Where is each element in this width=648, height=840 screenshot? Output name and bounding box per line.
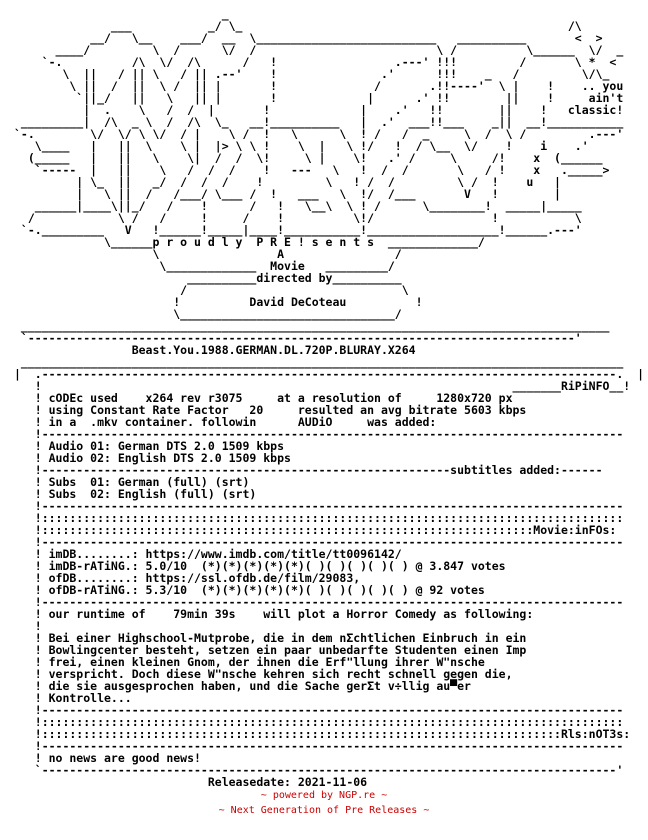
footer [0, 788, 648, 818]
footer-powered-by: ~ powered by NGP.re ~ [260, 790, 388, 801]
nfo-ascii-art-document: _ ___ _/ \_ /\ __/ \__ ___/ __ \__________________________ __________ < > ____/ \ / \/ / \ / \______ \/ _ `-. /\ \/ /\ / ! .---' !!! / \ * < \ || / || \ / || .--' ! .' !!! _ / \/\_ \ || / || \ / || | ! / .!!----' \ | ! .. you `||_/ || \ || | ! | .' !! || ! ain't | . \ / / | ! | .' !! || ! classic! _________| /\ _ \ / /\ \_ __!__________ | .' ___!!___ _|| __!___________ `-. \/ \/ \ \/ / | \ / ! \ \ ! / / _ \ / \ / .---' \____ | || \ \ | |> \ \ ! \ | \ !/ ! / \__ \/ ! i .' (_____ | || \ \| / / \! \ | \! .' / \ /! x (______ `----- | || \ / / / ! --- \ ! / / \ / ! x ._____> | \_ || _/ / / / ! \ ! / / \ / ! u | | \ || / /___/ \___ / ! ___ \ !/ /___ V ! | ______|____\||_/ / ! / ! \__\ \ ! / \________! _____|_____ / \ / / ! / ! \!/ ! \ `-._________ V !______!_____|____!___________!___________________!______.---' \______p r o u d l y P R E ! s e n t s _____________/ \ A / \_____________ Movie _________/ __________directed by__________ / \ ! David DeCoteau ! \_______________________________/ _____________________________________________________________________________________ `-------------------------------------------------------------------------------' Beast.You.1988.GERMAN.DL.720P.BLURAY.X264 _______________________________________________________________________________________ | .-----------------------------------------------------------------------------------. | ! _______RiPiNFO__! ! cODEc used x264 rev r3075 at a resolution of 1280x720 px ! using Constant Rate Factor 20 resulted an avg bitrate 5603 kbps ! in a .mkv container. followin AUDiO was added: !------------------------------------------------------------------------------------ ! Audio 01: German DTS 2.0 1509 kbps ! Audio 02: English DTS 2.0 1509 kbps !-----------------------------------------------------------subtitles added:------ ! Subs 01: German (full) (srt) ! Subs 02: English (full) (srt) !------------------------------------------------------------------------------------ !:::::::::::::::::::::::::::::::::::::::::::::::::::::::::::::::::::::::::::::::::::: !:::::::::::::::::::::::::::::::::::::::::::::::::::::::::::::::::::::::Movie:inFOs: !------------------------------------------------------------------------------------ ! imDB........: https://www.imdb.com/title/tt0096142/ ! imDB-rATiNG.: 5.0/10 (*)(*)(*)(*)(*)( )( )( )( )( ) @ 3.847 votes ! ofDB........: https://ssl.ofdb.de/film/29083, ! ofDB-rATiNG.: 5.3/10 (*)(*)(*)(*)(*)( )( )( )( )( ) @ 92 votes !------------------------------------------------------------------------------------ ! our runtime of 79min 39s will plot a Horror Comedy as following: ! ! Bei einer Highschool-Mutprobe, die in dem nΣchtlichen Einbruch in ein ! Bowlingcenter besteht, setzen ein paar unbedarfte Studenten einen Imp ! frei, einen kleinen Gnom, der ihnen die Erf"llung ihrer W"nsche ! verspricht. Doch diese W"nsche kehren sich recht schnell gegen die, ! die sie ausgesprochen haben, und die Sache gerΣt v÷llig au▀er ! Kontrolle... !------------------------------------------------------------------------------------ !:::::::::::::::::::::::::::::::::::::::::::::::::::::::::::::::::::::::::::::::::::: !:::::::::::::::::::::::::::::::::::::::::::::::::::::::::::::::::::::::::::Rls:nOT3s: !------------------------------------------------------------------------------------ ! no news are good news! `-----------------------------------------------------------------------------------' Releasedate: 2021-11-06 [14, 7, 645, 789]
footer-tagline: ~ Next Generation of Pre Releases ~ [218, 805, 430, 816]
